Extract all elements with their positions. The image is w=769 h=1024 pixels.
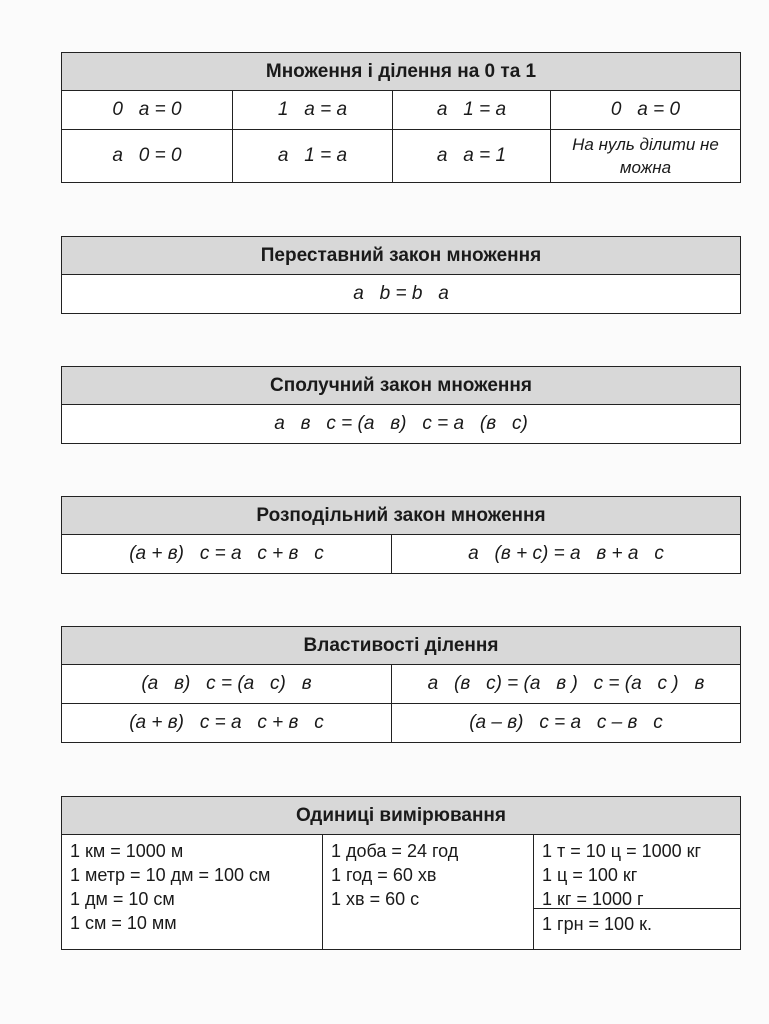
units-row — [62, 835, 740, 949]
formula-cell: (a в) c = (a c) в — [141, 673, 312, 694]
table-row — [62, 665, 740, 703]
length-units-column — [62, 835, 322, 949]
formula-cell: a b = b a — [353, 283, 449, 304]
unit-line: 1 грн = 100 к. — [542, 914, 652, 934]
formula-cell: 0 a = 0 — [112, 99, 182, 120]
table-commutative-law — [61, 236, 741, 314]
rule-note-cell: На нуль ділити не можна — [550, 130, 740, 182]
unit-line: 1 доба = 24 год — [331, 841, 459, 861]
table-title: Одиниці вимірювання — [62, 797, 740, 835]
formula-cell: a (в + c) = a в + a c — [391, 535, 740, 573]
formula-cell: 1 a = a — [232, 91, 392, 129]
unit-line: 1 т = 10 ц = 1000 кг — [542, 841, 702, 861]
time-units-column — [322, 835, 533, 949]
money-units — [534, 909, 740, 936]
table-associative-law — [61, 366, 741, 444]
unit-line: 1 метр = 10 дм = 100 см — [70, 865, 271, 885]
unit-line: 1 хв = 60 с — [331, 889, 420, 909]
table-units — [61, 796, 741, 950]
table-division-properties — [61, 626, 741, 743]
table-distributive-law — [61, 496, 741, 574]
table-row — [62, 535, 740, 573]
table-title: Множення і ділення на 0 та 1 — [62, 53, 740, 91]
unit-line: 1 км = 1000 м — [70, 841, 184, 861]
mass-money-units-column — [533, 835, 740, 949]
table-title: Переставний закон множення — [62, 237, 740, 275]
table-title: Властивості ділення — [62, 627, 740, 665]
formula-cell: a (в c) = (a в ) c = (a c ) в — [391, 665, 740, 703]
table-title: Розподільний закон множення — [62, 497, 740, 535]
formula-cell: a 1 = a — [232, 130, 392, 182]
table-row — [62, 405, 740, 443]
formula-cell: (a – в) c = a c – в c — [391, 704, 740, 742]
formula-cell: a в c = (a в) c = a (в c) — [274, 413, 528, 434]
unit-line: 1 ц = 100 кг — [542, 865, 638, 885]
table-row — [62, 703, 740, 742]
table-row — [62, 275, 740, 313]
table-multiplication-0-1 — [61, 52, 741, 183]
table-row — [62, 129, 740, 182]
formula-cell: a 0 = 0 — [112, 145, 182, 166]
formula-cell: a a = 1 — [392, 130, 550, 182]
unit-line: 1 см = 10 мм — [70, 913, 177, 933]
table-title: Сполучний закон множення — [62, 367, 740, 405]
formula-cell: 0 a = 0 — [550, 91, 740, 129]
table-row — [62, 91, 740, 129]
formula-cell: (a + в) c = a c + в c — [129, 712, 324, 733]
mass-units — [534, 835, 740, 909]
formula-cell: a 1 = a — [392, 91, 550, 129]
formula-cell: (a + в) c = a c + в c — [129, 543, 324, 564]
unit-line: 1 год = 60 хв — [331, 865, 437, 885]
unit-line: 1 дм = 10 см — [70, 889, 175, 909]
unit-line: 1 кг = 1000 г — [542, 889, 644, 909]
